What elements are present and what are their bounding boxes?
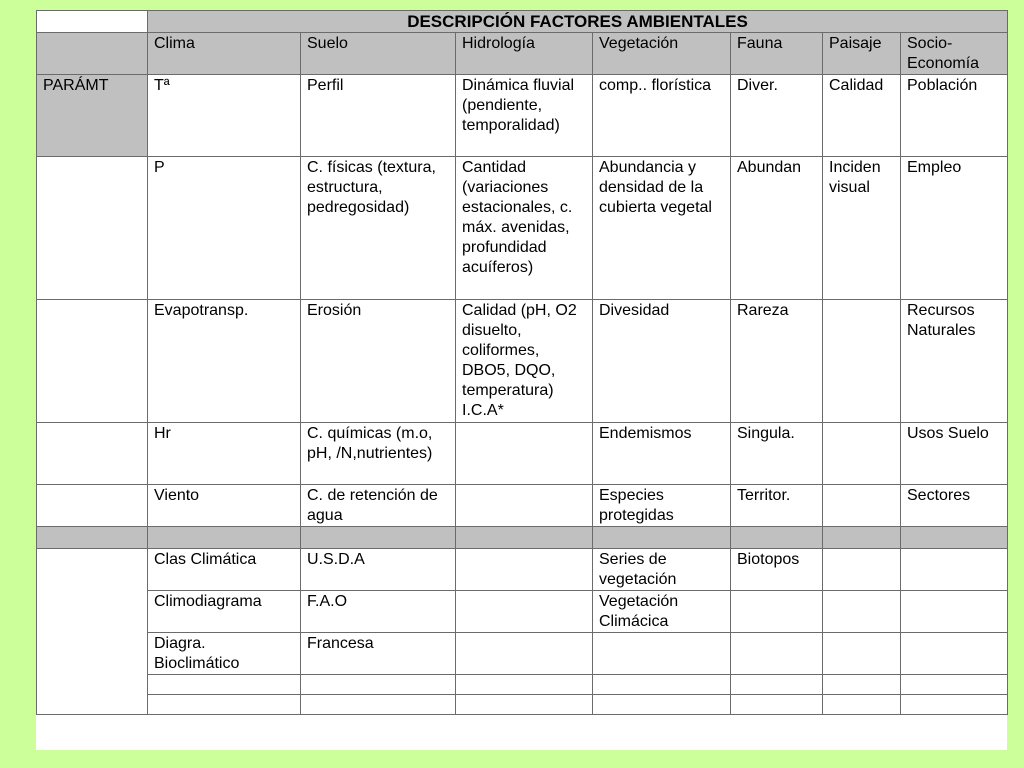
table-cell: Hr: [148, 423, 301, 485]
column-header: Fauna: [731, 33, 823, 75]
table-cell: [593, 633, 731, 675]
table-cell: Erosión: [301, 300, 456, 423]
table-cell: Empleo: [901, 157, 1008, 300]
table-cell: P: [148, 157, 301, 300]
table-row: [37, 300, 1008, 423]
table-cell: Calidad: [823, 75, 901, 157]
table-cell: [731, 591, 823, 633]
column-header: Socio- Economía: [901, 33, 1008, 75]
table-cell: Tª: [148, 75, 301, 157]
table-cell: Biotopos: [731, 549, 823, 591]
table-cell: [823, 675, 901, 695]
table-cell: C. de retención de agua: [301, 485, 456, 527]
table-cell: [901, 675, 1008, 695]
table-cell: Series de vegetación: [593, 549, 731, 591]
table-cell: Climodiagrama: [148, 591, 301, 633]
table-cell: Abundan: [731, 157, 823, 300]
table-cell: [823, 549, 901, 591]
separator-cell: [148, 527, 301, 549]
table-row: [37, 485, 1008, 527]
table-cell: Viento: [148, 485, 301, 527]
row-label-empty: [37, 485, 148, 527]
table-cell: [901, 549, 1008, 591]
separator-cell: [731, 527, 823, 549]
separator-cell: [301, 527, 456, 549]
table-cell: [148, 675, 301, 695]
table-cell: [456, 695, 593, 715]
separator-cell: [593, 527, 731, 549]
table-cell: Rareza: [731, 300, 823, 423]
table-cell: [823, 300, 901, 423]
separator-cell: [901, 527, 1008, 549]
table-cell: Divesidad: [593, 300, 731, 423]
row-label-empty: [37, 549, 148, 715]
table-row: [37, 591, 1008, 633]
table-cell: Diagra. Bioclimático: [148, 633, 301, 675]
column-header: Hidrología: [456, 33, 593, 75]
table-cell: [593, 695, 731, 715]
table-cell: Inciden visual: [823, 157, 901, 300]
table-title: DESCRIPCIÓN FACTORES AMBIENTALES: [148, 11, 1008, 33]
table-cell: Dinámica fluvial (pendiente, temporalidad): [456, 75, 593, 157]
header-corner: [37, 33, 148, 75]
table-row: [37, 695, 1008, 715]
table-cell: U.S.D.A: [301, 549, 456, 591]
table-cell: Calidad (pH, O2 disuelto, coliformes, DBO5, DQO, temperatura) I.C.A*: [456, 300, 593, 423]
document-sheet: [36, 10, 1007, 750]
table-row: [37, 423, 1008, 485]
table-cell: [456, 423, 593, 485]
table-cell: [456, 591, 593, 633]
table-cell: [593, 675, 731, 695]
table-cell: Sectores: [901, 485, 1008, 527]
separator-cell: [37, 527, 148, 549]
table-cell: Singula.: [731, 423, 823, 485]
table-cell: Evapotransp.: [148, 300, 301, 423]
table-cell: [823, 485, 901, 527]
table-cell: [823, 423, 901, 485]
table-cell: Recursos Naturales: [901, 300, 1008, 423]
table-cell: [456, 675, 593, 695]
table-cell: [901, 695, 1008, 715]
table-cell: Perfil: [301, 75, 456, 157]
column-header: Vegetación: [593, 33, 731, 75]
separator-row: [37, 527, 1008, 549]
table-cell: [456, 549, 593, 591]
table-cell: [148, 695, 301, 715]
table-cell: Francesa: [301, 633, 456, 675]
table-cell: Especies protegidas: [593, 485, 731, 527]
separator-cell: [456, 527, 593, 549]
table-cell: Clas Climática: [148, 549, 301, 591]
table-row: [37, 675, 1008, 695]
table-row: [37, 75, 1008, 157]
row-label-empty: [37, 300, 148, 423]
table-row: [37, 633, 1008, 675]
table-cell: [301, 675, 456, 695]
table-cell: Cantidad (variaciones estacionales, c. máx. avenidas, profundidad acuíferos): [456, 157, 593, 300]
table-cell: [901, 633, 1008, 675]
table-row: [37, 549, 1008, 591]
table-row: [37, 157, 1008, 300]
table-cell: F.A.O: [301, 591, 456, 633]
table-cell: [301, 695, 456, 715]
table-cell: [823, 633, 901, 675]
table-cell: Territor.: [731, 485, 823, 527]
table-cell: comp.. florística: [593, 75, 731, 157]
table-cell: C. químicas (m.o, pH, /N,nutrientes): [301, 423, 456, 485]
table-cell: Población: [901, 75, 1008, 157]
table-cell: [901, 591, 1008, 633]
table-cell: C. físicas (textura, estructura, pedregosidad): [301, 157, 456, 300]
table-cell: Endemismos: [593, 423, 731, 485]
table-cell: [823, 591, 901, 633]
table-cell: [731, 633, 823, 675]
table-cell: [823, 695, 901, 715]
table-cell: Diver.: [731, 75, 823, 157]
row-label-empty: [37, 423, 148, 485]
table-cell: [456, 633, 593, 675]
table-cell: Abundancia y densidad de la cubierta vegetal: [593, 157, 731, 300]
factors-table: [36, 10, 1008, 715]
table-cell: Vegetación Climácica: [593, 591, 731, 633]
table-cell: [731, 675, 823, 695]
table-cell: [731, 695, 823, 715]
column-header: Paisaje: [823, 33, 901, 75]
row-label-empty: [37, 157, 148, 300]
table-cell: Usos Suelo: [901, 423, 1008, 485]
table-cell: [456, 485, 593, 527]
separator-cell: [823, 527, 901, 549]
row-label: PARÁMT: [37, 75, 148, 157]
column-header: Clima: [148, 33, 301, 75]
column-header: Suelo: [301, 33, 456, 75]
